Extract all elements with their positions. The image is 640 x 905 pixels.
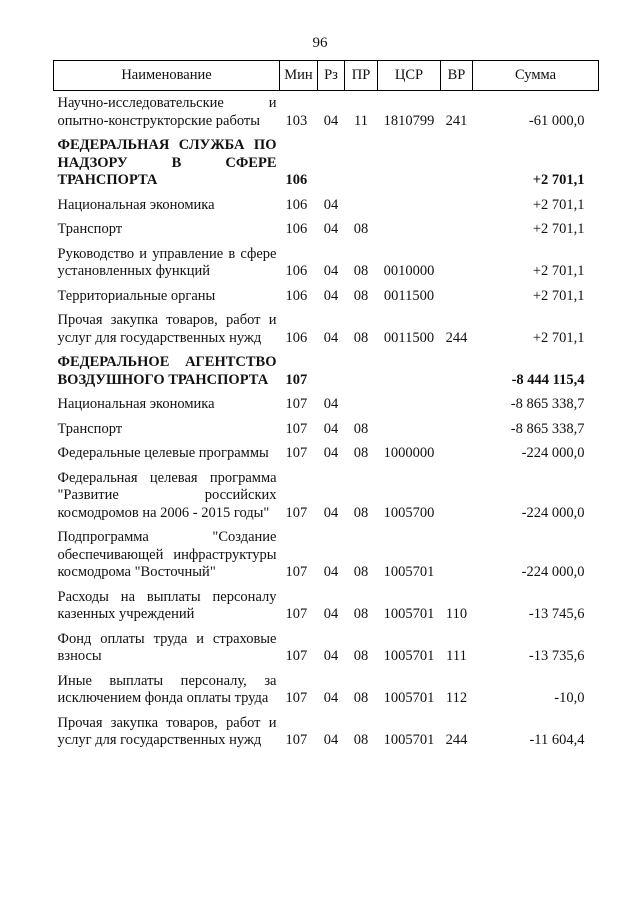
cell-pr: 08: [353, 504, 369, 521]
cell-rz: 04: [323, 564, 339, 580]
cell-name: Федеральные целевые программы: [57, 445, 269, 461]
cell-min: 103: [285, 112, 308, 129]
cell-min: 106: [285, 329, 308, 346]
cell-sum: +2 701,1: [532, 263, 585, 279]
table-row: [54, 466, 599, 526]
cell-csr: 1005701: [383, 606, 435, 622]
cell-pr: [345, 193, 378, 218]
cell-rz: 04: [323, 504, 339, 521]
cell-csr: 0011500: [383, 287, 435, 304]
cell-vr: [441, 417, 473, 442]
cell-pr: [345, 350, 378, 392]
cell-pr: 08: [353, 732, 369, 748]
table-row: [54, 392, 599, 417]
cell-name: Национальная экономика: [57, 196, 215, 213]
cell-rz: 04: [323, 221, 339, 237]
table-row: [54, 217, 599, 242]
cell-vr: [441, 392, 473, 417]
cell-vr: [441, 350, 473, 392]
table-row: [54, 193, 599, 218]
table-header: [54, 61, 599, 91]
cell-rz: [318, 350, 345, 392]
cell-min: 106: [285, 287, 308, 304]
cell-name: Прочая закупка товаров, работ и услуг для государственных нужд: [57, 312, 277, 346]
cell-name: ФЕДЕРАЛЬНОЕ АГЕНТСТВО ВОЗДУШНОГО ТРАНСПОРТА: [57, 354, 277, 388]
cell-min: 107: [285, 396, 308, 412]
cell-sum: +2 701,1: [532, 196, 585, 213]
cell-vr: [441, 525, 473, 585]
cell-min: 107: [285, 648, 308, 664]
cell-vr: [441, 133, 473, 193]
cell-pr: 08: [353, 690, 369, 706]
cell-pr: 08: [353, 329, 369, 346]
budget-table: [53, 60, 599, 753]
cell-sum: -224 000,0: [521, 564, 585, 580]
cell-csr: [378, 193, 441, 218]
cell-csr: [378, 350, 441, 392]
cell-vr: 244: [445, 732, 468, 748]
cell-name: Руководство и управление в сфере установленных функций: [57, 245, 277, 279]
cell-vr: [441, 441, 473, 466]
cell-rz: 04: [323, 196, 339, 213]
cell-name: Федеральная целевая программа "Развитие российских космодромов на 2006 - 2015 годы": [57, 469, 277, 521]
cell-min: 107: [285, 564, 308, 580]
cell-vr: 112: [445, 690, 468, 706]
table-row: [54, 525, 599, 585]
cell-name: Транспорт: [57, 420, 123, 437]
cell-min: 107: [285, 371, 308, 388]
cell-sum: -8 865 338,7: [510, 420, 585, 437]
header-min: Мин: [280, 61, 318, 91]
cell-rz: 04: [323, 396, 339, 412]
cell-rz: 04: [323, 112, 339, 129]
cell-name: ФЕДЕРАЛЬНАЯ СЛУЖБА ПО НАДЗОРУ В СФЕРЕ ТРАНСПОРТА: [57, 137, 277, 188]
cell-rz: [318, 133, 345, 193]
cell-rz: 04: [323, 329, 339, 346]
cell-csr: 1005701: [383, 648, 435, 664]
cell-pr: [345, 392, 378, 417]
table-row: [54, 91, 599, 134]
table-row: [54, 284, 599, 309]
cell-sum: -8 865 338,7: [510, 396, 585, 412]
table-body: [54, 91, 599, 753]
cell-csr: 1005701: [383, 732, 435, 748]
cell-min: 107: [285, 732, 308, 748]
cell-pr: 08: [353, 287, 369, 304]
cell-sum: -8 444 115,4: [511, 371, 585, 388]
cell-vr: [441, 284, 473, 309]
cell-name: Научно-исследовательские и опытно-конструкторские работы: [57, 95, 277, 129]
cell-rz: 04: [323, 732, 339, 748]
cell-csr: 1000000: [383, 445, 435, 461]
header-rz: Рз: [318, 61, 345, 91]
cell-csr: 1810799: [383, 112, 435, 129]
cell-pr: [345, 133, 378, 193]
table-row: [54, 627, 599, 669]
table-row-section: [54, 350, 599, 392]
cell-name: Фонд оплаты труда и страховые взносы: [57, 630, 277, 664]
table-row: [54, 669, 599, 711]
cell-rz: 04: [323, 690, 339, 706]
cell-rz: 04: [323, 263, 339, 279]
table-row: [54, 585, 599, 627]
cell-name: Прочая закупка товаров, работ и услуг для государственных нужд: [57, 714, 277, 748]
cell-pr: 08: [353, 606, 369, 622]
cell-vr: 241: [445, 112, 468, 129]
cell-rz: 04: [323, 648, 339, 664]
cell-name: Подпрограмма "Создание обеспечивающей инфраструктуры космодрома "Восточный": [57, 529, 277, 580]
header-name: Наименование: [54, 61, 280, 91]
cell-rz: 04: [323, 420, 339, 437]
table-row-section: [54, 133, 599, 193]
cell-min: 107: [285, 690, 308, 706]
cell-pr: 08: [353, 648, 369, 664]
cell-min: 107: [285, 445, 308, 461]
cell-rz: 04: [323, 445, 339, 461]
cell-csr: 1005701: [383, 690, 435, 706]
header-pr: ПР: [345, 61, 378, 91]
cell-min: 106: [285, 263, 308, 279]
cell-name: Национальная экономика: [57, 396, 215, 412]
cell-pr: 08: [353, 221, 369, 237]
cell-csr: 1005701: [383, 564, 435, 580]
cell-name: Транспорт: [57, 221, 123, 237]
header-sum: Сумма: [473, 61, 599, 91]
cell-csr: [378, 217, 441, 242]
cell-pr: 08: [353, 445, 369, 461]
cell-min: 107: [285, 504, 308, 521]
cell-min: 106: [285, 196, 308, 213]
page-number: 96: [312, 35, 328, 51]
cell-csr: 0011500: [383, 329, 435, 346]
cell-sum: -224 000,0: [521, 445, 585, 461]
cell-sum: -61 000,0: [528, 112, 585, 129]
cell-vr: [441, 193, 473, 218]
cell-min: 107: [285, 420, 308, 437]
cell-min: 106: [285, 172, 308, 188]
cell-csr: 1005700: [383, 504, 435, 521]
cell-vr: 111: [446, 648, 467, 664]
header-vr: ВР: [441, 61, 473, 91]
cell-vr: [441, 466, 473, 526]
cell-min: 107: [285, 606, 308, 622]
cell-sum: -224 000,0: [521, 504, 585, 521]
cell-pr: 11: [354, 112, 368, 129]
cell-sum: +2 701,1: [532, 172, 585, 188]
cell-sum: +2 701,1: [532, 221, 585, 237]
cell-name: Территориальные органы: [57, 287, 216, 304]
cell-rz: 04: [323, 606, 339, 622]
cell-vr: 110: [445, 606, 468, 622]
cell-pr: 08: [353, 420, 369, 437]
table-row: [54, 308, 599, 350]
cell-sum: -13 745,6: [528, 606, 585, 622]
cell-vr: 244: [445, 329, 468, 346]
cell-sum: -11 604,4: [529, 732, 585, 748]
table-row: [54, 711, 599, 753]
cell-sum: -13 735,6: [528, 648, 585, 664]
cell-sum: -10,0: [554, 690, 585, 706]
cell-pr: 08: [353, 263, 369, 279]
cell-min: 106: [285, 221, 308, 237]
cell-csr: 0010000: [383, 263, 435, 279]
cell-csr: [378, 133, 441, 193]
cell-name: Иные выплаты персоналу, за исключением фонда оплаты труда: [57, 672, 277, 706]
cell-name: Расходы на выплаты персоналу казенных учреждений: [57, 588, 277, 622]
table-row: [54, 441, 599, 466]
cell-csr: [378, 417, 441, 442]
cell-csr: [378, 392, 441, 417]
cell-vr: [441, 217, 473, 242]
cell-rz: 04: [323, 287, 339, 304]
cell-sum: +2 701,1: [532, 329, 585, 346]
header-csr: ЦСР: [378, 61, 441, 91]
table-row: [54, 417, 599, 442]
table-row: [54, 242, 599, 284]
cell-vr: [441, 242, 473, 284]
cell-sum: +2 701,1: [532, 287, 585, 304]
cell-pr: 08: [353, 564, 369, 580]
